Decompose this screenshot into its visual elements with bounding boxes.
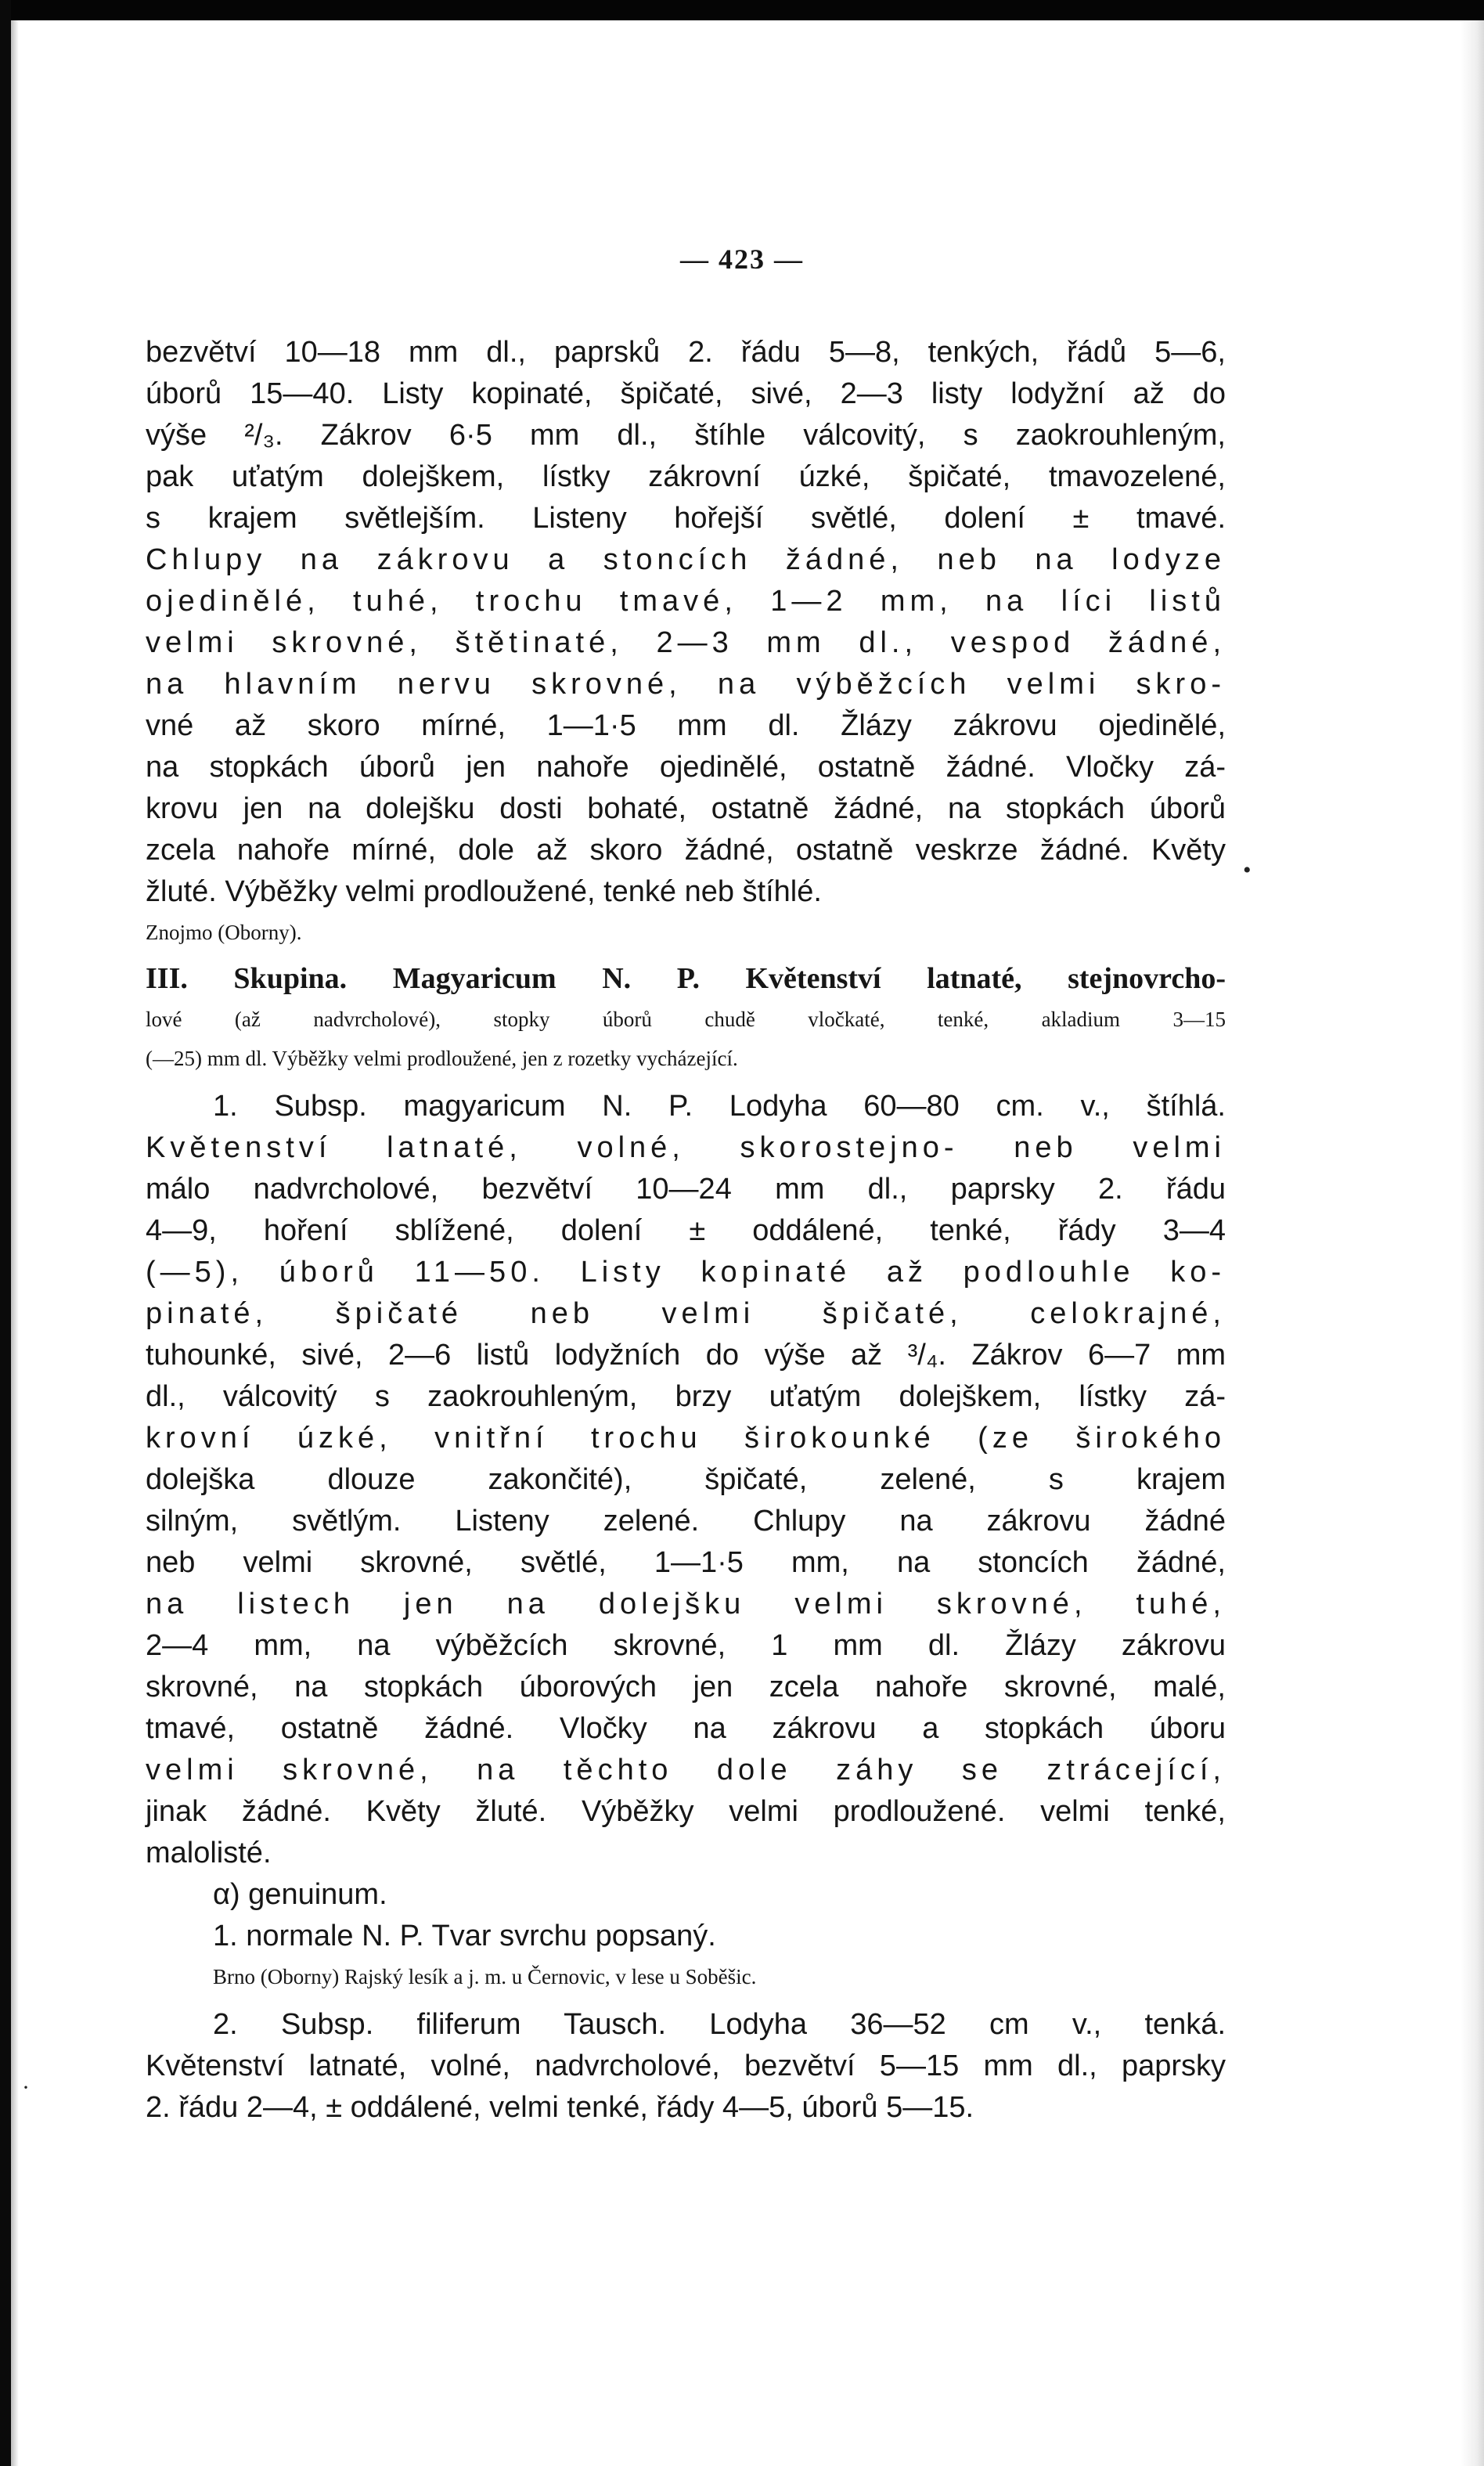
locality-citation: Znojmo (Oborny). (146, 921, 302, 944)
page-body (146, 332, 1226, 2129)
group-heading-block (146, 958, 1226, 1078)
text-line: velmi skrovné, štětinaté, 2—3 mm dl., vespod žádné, (146, 626, 1226, 659)
page-number: — 423 — (680, 243, 804, 275)
text-line: Květenství latnaté, volné, nadvrcholové, bezvětví 5—15 mm dl., paprsky (146, 2050, 1226, 2082)
text-line: (—5), úborů 11—50. Listy kopinaté až podlouhle ko- (146, 1256, 1226, 1289)
subspecies-magyaricum (146, 1086, 1226, 1996)
group-heading: III. Skupina. Magyaricum N. P. Květenství latnaté, stejnovrcho- (146, 962, 1226, 995)
spacer (146, 1078, 1226, 1086)
scan-shadow-right (1461, 20, 1484, 2466)
subspecies-heading: 2. Subsp. filiferum Tausch. Lodyha 36—52 cm v., tenká. (213, 2008, 1226, 2041)
text-line: velmi skrovné, na těchto dole záhy se ztrácející, (146, 1754, 1226, 1786)
form-heading: 1. normale N. P. Tvar svrchu popsaný. (213, 1920, 716, 1952)
text-line: krovní úzké, vnitřní trochu širokounké (ze širokého (146, 1422, 1226, 1455)
text-line: tmavé, ostatně žádné. Vločky na zákrovu a stopkách úboru (146, 1712, 1226, 1745)
text-line: na hlavním nervu skrovné, na výběžcích velmi skro- (146, 668, 1226, 701)
text-line: neb velmi skrovné, světlé, 1—1·5 mm, na stoncích žádné, (146, 1546, 1226, 1579)
text-line: Chlupy na zákrovu a stoncích žádné, neb na lodyze (146, 543, 1226, 576)
scan-border-top (0, 0, 1484, 20)
margin-mark: · (22, 2075, 30, 2100)
text-line: žluté. Výběžky velmi prodloužené, tenké neb štíhlé. (146, 875, 822, 908)
text-line: s krajem světlejším. Listeny hořejší světlé, dolení ± tmavé. (146, 502, 1226, 535)
text-line: vné až skoro mírné, 1—1·5 mm dl. Žlázy zákrovu ojedinělé, (146, 709, 1226, 742)
variety-heading: α) genuinum. (213, 1878, 387, 1911)
subspecies-heading: 1. Subsp. magyaricum N. P. Lodyha 60—80 cm. v., štíhlá. (213, 1090, 1226, 1123)
margin-mark: • (1243, 857, 1252, 883)
text-line: dolejška dlouze zakončité), špičaté, zelené, s krajem (146, 1463, 1226, 1496)
text-line: (—25) mm dl. Výběžky velmi prodloužené, jen z rozetky vycházející. (146, 1047, 738, 1070)
text-line: 2—4 mm, na výběžcích skrovné, 1 mm dl. Žlázy zákrovu (146, 1629, 1226, 1662)
text-line: pinaté, špičaté neb velmi špičaté, celokrajné, (146, 1297, 1226, 1330)
text-line: lové (až nadvrcholové), stopky úborů chudě vločkaté, tenké, akladium 3—15 (146, 1008, 1226, 1031)
scan-border-left (0, 0, 11, 2466)
text-line: pak uťatým dolejškem, lístky zákrovní úzké, špičaté, tmavozelené, (146, 460, 1226, 493)
text-line: na listech jen na dolejšku velmi skrovné, tuhé, (146, 1588, 1226, 1621)
text-line: dl., válcovitý s zaokrouhleným, brzy uťatým dolejškem, lístky zá- (146, 1380, 1226, 1413)
text-line: 2. řádu 2—4, ± oddálené, velmi tenké, řády 4—5, úborů 5—15. (146, 2091, 974, 2124)
text-line: na stopkách úborů jen nahoře ojedinělé, ostatně žádné. Vločky zá- (146, 751, 1226, 784)
text-line: silným, světlým. Listeny zelené. Chlupy na zákrovu žádné (146, 1505, 1226, 1538)
text-line: zcela nahoře mírné, dole až skoro žádné, ostatně veskrze žádné. Květy (146, 834, 1226, 867)
text-line: bezvětví 10—18 mm dl., paprsků 2. řádu 5—8, tenkých, řádů 5—6, (146, 336, 1226, 369)
text-line: skrovné, na stopkách úborových jen zcela nahoře skrovné, malé, (146, 1671, 1226, 1703)
text-line: krovu jen na dolejšku dosti bohaté, ostatně žádné, na stopkách úborů (146, 792, 1226, 825)
spacer (146, 1996, 1226, 2004)
paragraph-description (146, 332, 1226, 952)
text-line: výše ²/₃. Zákrov 6·5 mm dl., štíhle válcovitý, s zaokrouhleným, (146, 419, 1226, 452)
locality-citation: Brno (Oborny) Rajský lesík a j. m. u Černovic, v lese u Soběšic. (213, 1965, 757, 1988)
text-line: ojedinělé, tuhé, trochu tmavé, 1—2 mm, na líci listů (146, 585, 1226, 618)
text-line: úborů 15—40. Listy kopinaté, špičaté, sivé, 2—3 listy lodyžní až do (146, 377, 1226, 410)
text-line: málo nadvrcholové, bezvětví 10—24 mm dl., paprsky 2. řádu (146, 1173, 1226, 1206)
text-line: 4—9, hoření sblížené, dolení ± oddálené, tenké, řády 3—4 (146, 1214, 1226, 1247)
text-line: Květenství latnaté, volné, skorostejno- neb velmi (146, 1131, 1226, 1164)
text-line: tuhounké, sivé, 2—6 listů lodyžních do výše až ³/₄. Zákrov 6—7 mm (146, 1339, 1226, 1372)
text-line: malolisté. (146, 1837, 272, 1869)
subspecies-filiferum (146, 2004, 1226, 2129)
text-line: jinak žádné. Květy žluté. Výběžky velmi prodloužené. velmi tenké, (146, 1795, 1226, 1828)
scan-shadow-left (11, 20, 19, 2466)
